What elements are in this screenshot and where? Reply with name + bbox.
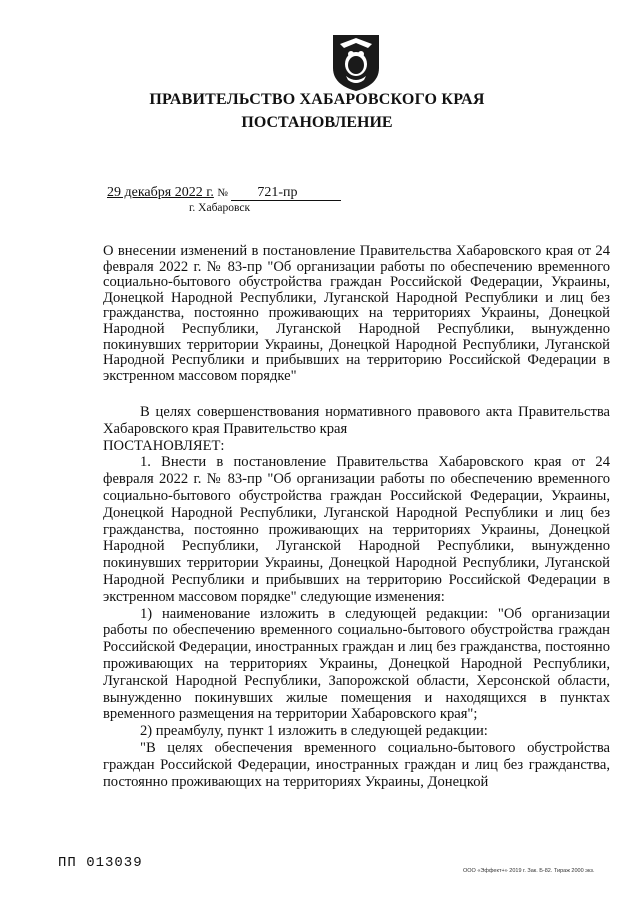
- number-sign: №: [217, 187, 228, 199]
- document-number: 721-пр: [231, 185, 341, 201]
- item-1: 1. Внести в постановление Правительства Хабаровского края от 24 февраля 2022 г. № 83-пр "Об организации работы по обеспечению временного социально-бытового обустройства граждан Российской Федерации, Украины, Донецкой Народной Республики, Луганской Народной Республики и лиц без гражданства, постоянно проживающих на территориях Украины, Донецкой Народной Республики, Луганской Народной Республики, вынужденно покинувших территории Украины, Донецкой Народной Республики, Луганской Народной Республики и прибывших на территорию Российской Федерации в экстренном массовом порядке" следующие изменения:: [103, 454, 610, 605]
- sub-item-1: 1) наименование изложить в следующей редакции: "Об организации работы по обеспечению временного социально-бытового обустройства граждан Российской Федерации, иностранных граждан и лиц без гражданства, постоянно проживающих на территориях Украины, Донецкой Народной Республики, Луганской Народной Республики, Запорожской области, Херсонской области, вынужденно покинувших жилые помещения и находящихся в пунктах временного размещения на территории Хабаровского края";: [103, 605, 610, 723]
- resolves-heading: ПОСТАНОВЛЯЕТ:: [103, 437, 225, 454]
- quoted-text: "В целях обеспечения временного социально-бытового обустройства граждан Российской Федерации, иностранных граждан и лиц без гражданства, постоянно проживающих на территориях Украины, Донецкой: [103, 739, 610, 790]
- coat-of-arms-icon: [330, 32, 382, 92]
- serial-number: ПП 013039: [58, 855, 143, 871]
- preamble: В целях совершенствования нормативного правового акта Правительства Хабаровского края Правительство края: [103, 404, 610, 437]
- document-date: 29 декабря 2022 г.: [107, 185, 214, 200]
- sub-item-2: 2) преамбулу, пункт 1 изложить в следующей редакции:: [140, 723, 488, 740]
- document-subject: О внесении изменений в постановление Правительства Хабаровского края от 24 февраля 2022 г. № 83-пр "Об организации работы по обеспечению временного социально-бытового обустройства граждан Российской Федерации, Украины, Донецкой Народной Республики, Луганской Народной Республики и лиц без гражданства, постоянно проживающих на территориях Украины, Донецкой Народной Республики, Луганской Народной Республики, вынужденно покинувших территории Украины, Донецкой Народной Республики, Луганской Народной Республики и прибывших на территорию Российской Федерации в экстренном массовом порядке": [103, 243, 610, 384]
- document-type: ПОСТАНОВЛЕНИЕ: [241, 114, 393, 131]
- document-body: [103, 404, 610, 790]
- city: г. Хабаровск: [189, 202, 251, 214]
- date-number-line: [107, 185, 341, 201]
- printer-imprint: ООО «Эффект+» 2019 г. Зак. Б-82. Тираж 2000 экз.: [463, 868, 595, 874]
- government-title: ПРАВИТЕЛЬСТВО ХАБАРОВСКОГО КРАЯ: [149, 91, 485, 108]
